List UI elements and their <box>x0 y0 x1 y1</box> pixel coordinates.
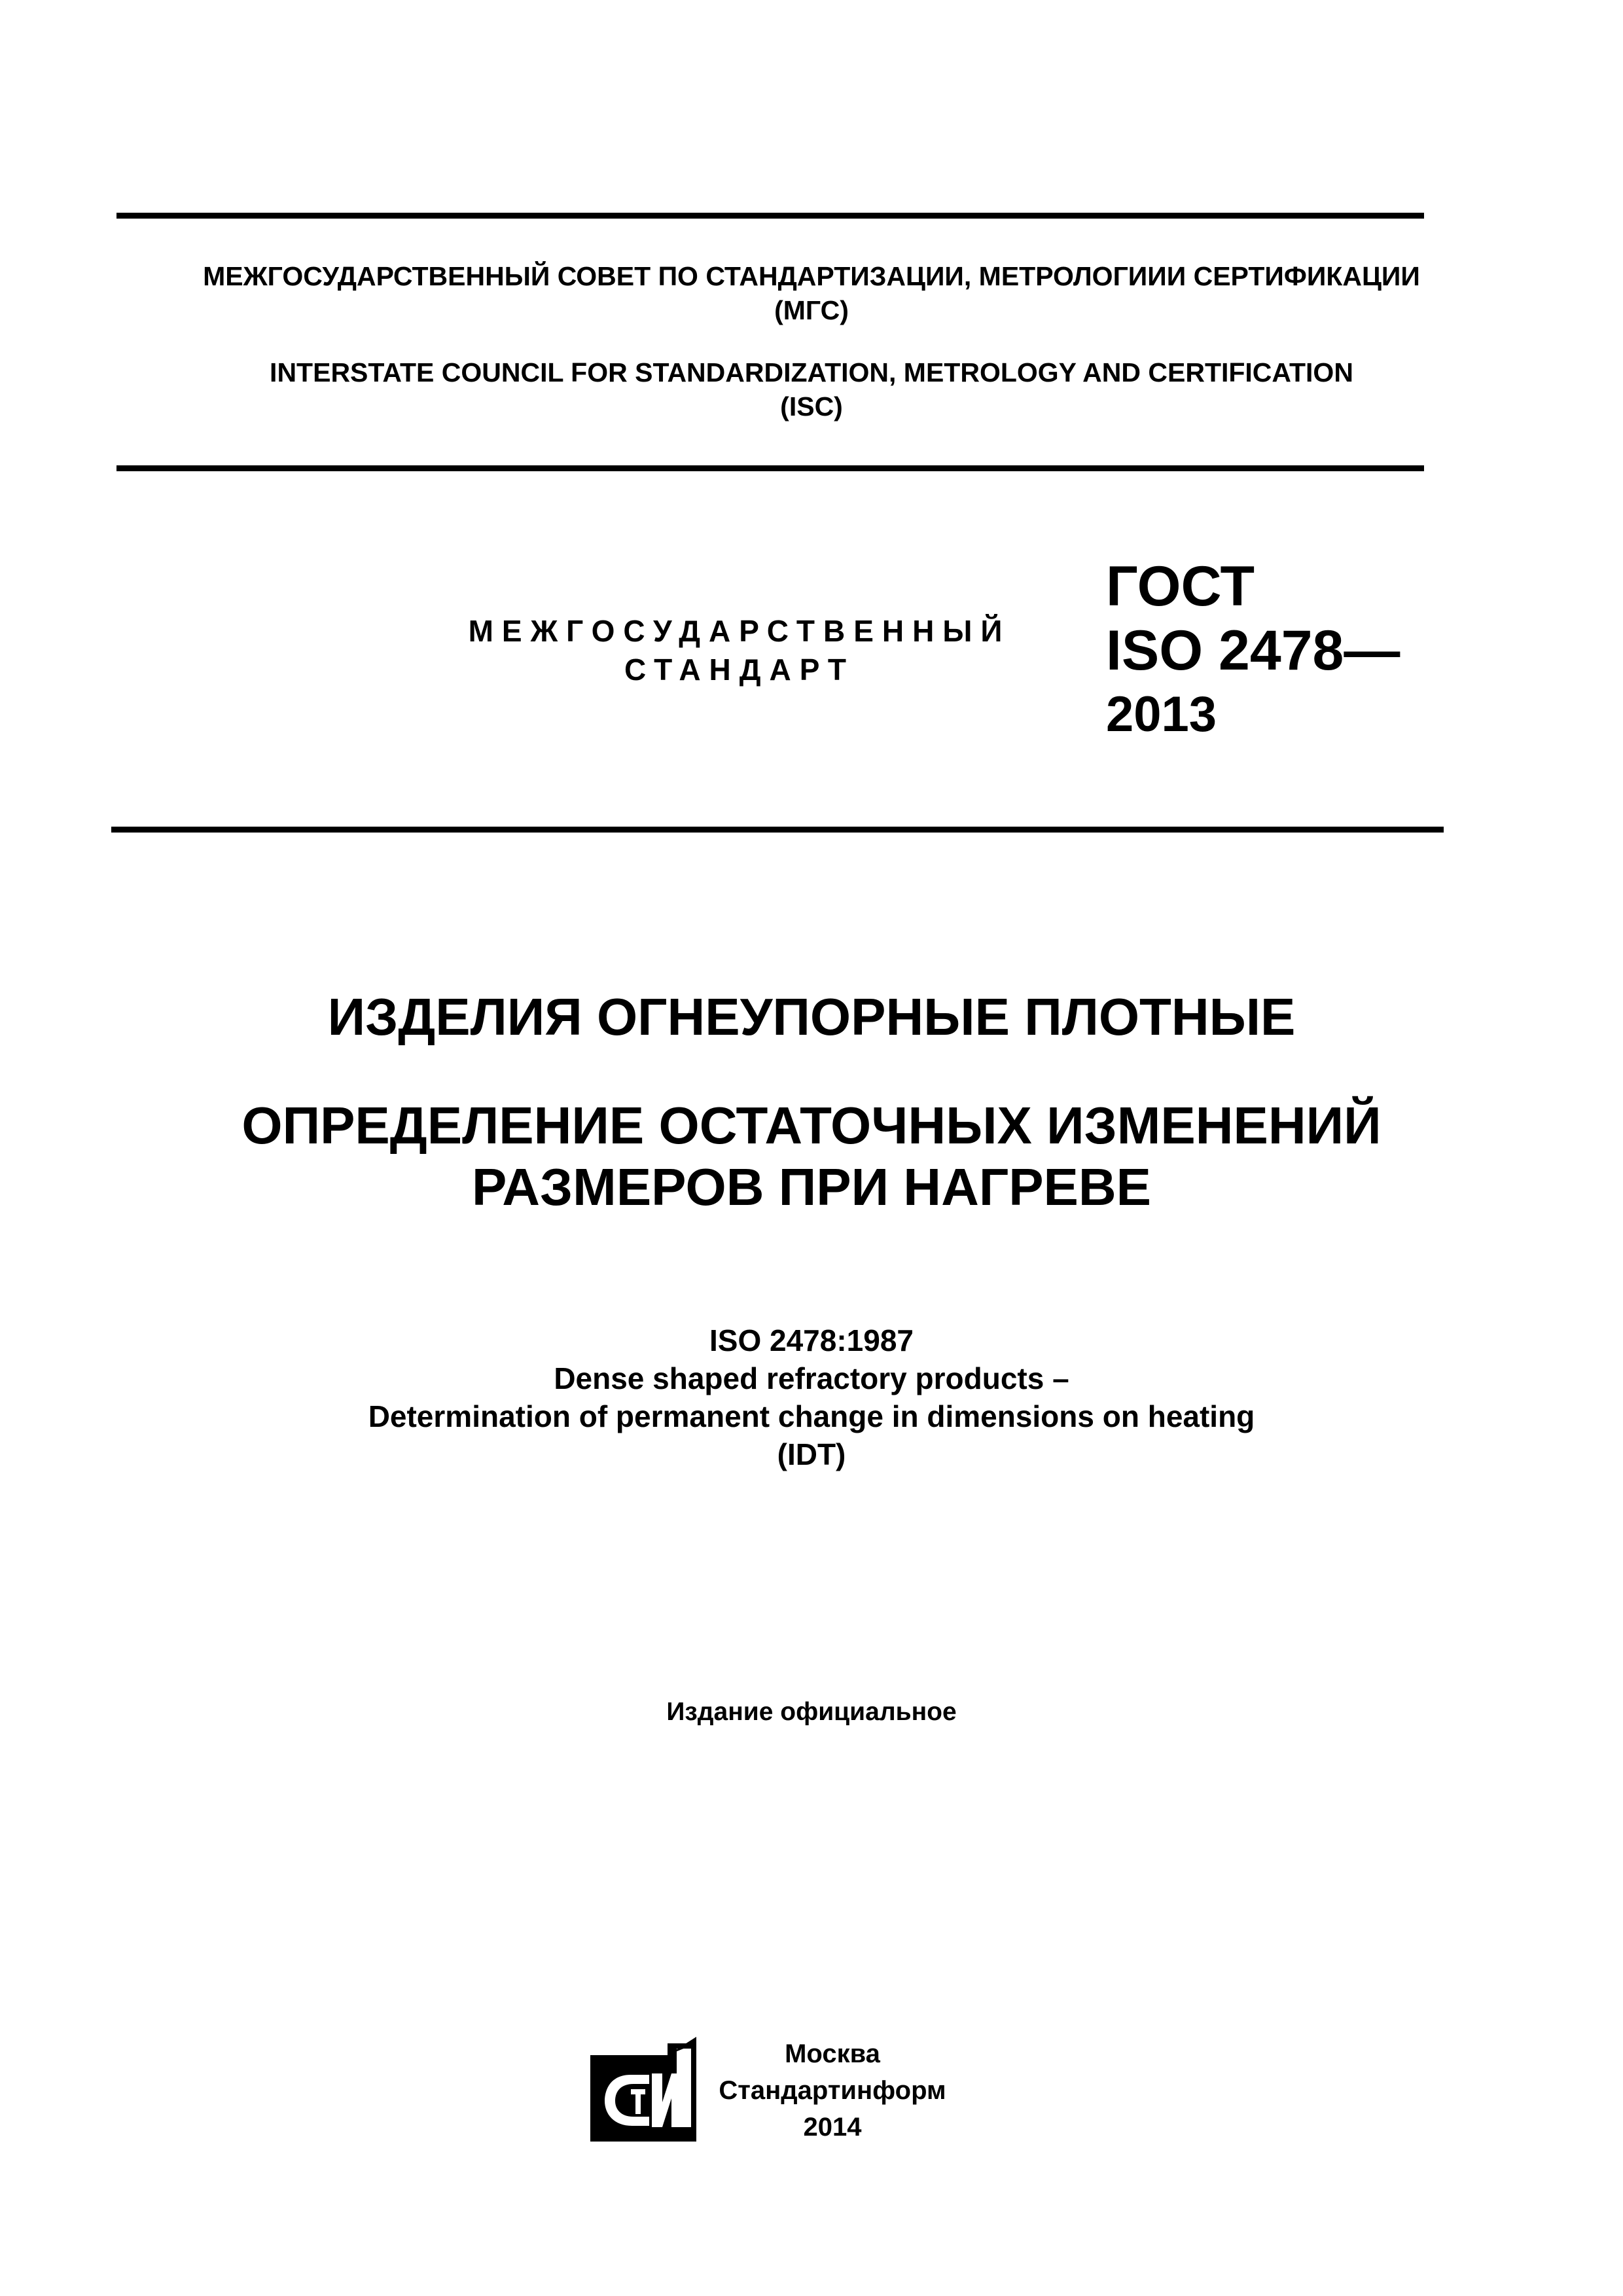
council-name-en: INTERSTATE COUNCIL FOR STANDARDIZATION, METROLOGY AND CERTIFICATION <box>270 357 1353 387</box>
iso-degree: (IDT) <box>777 1437 846 1471</box>
gost-designation-line2: ISO 2478— <box>1106 619 1400 682</box>
document-title-line1: ИЗДЕЛИЯ ОГНЕУПОРНЫЕ ПЛОТНЫЕ <box>327 988 1296 1046</box>
header-bottom-rule <box>116 465 1424 471</box>
standard-type-line1: МЕЖГОСУДАРСТВЕННЫЙ <box>468 614 1011 648</box>
document-title-line3: РАЗМЕРОВ ПРИ НАГРЕВЕ <box>471 1158 1152 1216</box>
gost-designation-line1: ГОСТ <box>1106 555 1255 618</box>
iso-title-line2: Determination of permanent change in dimensions on heating <box>368 1399 1255 1433</box>
publisher-name: Стандартинформ <box>719 2076 946 2105</box>
gost-designation-line3: 2013 <box>1106 687 1217 742</box>
document-title-line2: ОПРЕДЕЛЕНИЕ ОСТАТОЧНЫХ ИЗМЕНЕНИЙ <box>241 1096 1382 1155</box>
council-abbr-en: (ISC) <box>780 391 843 422</box>
publisher-year: 2014 <box>803 2113 862 2142</box>
iso-number: ISO 2478:1987 <box>709 1323 914 1357</box>
council-name-ru: МЕЖГОСУДАРСТВЕННЫЙ СОВЕТ ПО СТАНДАРТИЗАЦИИ, МЕТРОЛОГИИИ СЕРТИФИКАЦИИ <box>203 261 1420 291</box>
standard-type-line2: СТАНДАРТ <box>624 653 855 687</box>
standartinform-logo-icon <box>590 2037 696 2142</box>
standard-bottom-rule <box>111 827 1444 833</box>
publisher-city: Москва <box>785 2039 880 2068</box>
council-abbr-ru: (МГС) <box>774 295 849 325</box>
iso-title-line1: Dense shaped refractory products – <box>554 1361 1069 1395</box>
edition-label: Издание официальное <box>666 1698 957 1726</box>
top-rule <box>116 213 1424 219</box>
